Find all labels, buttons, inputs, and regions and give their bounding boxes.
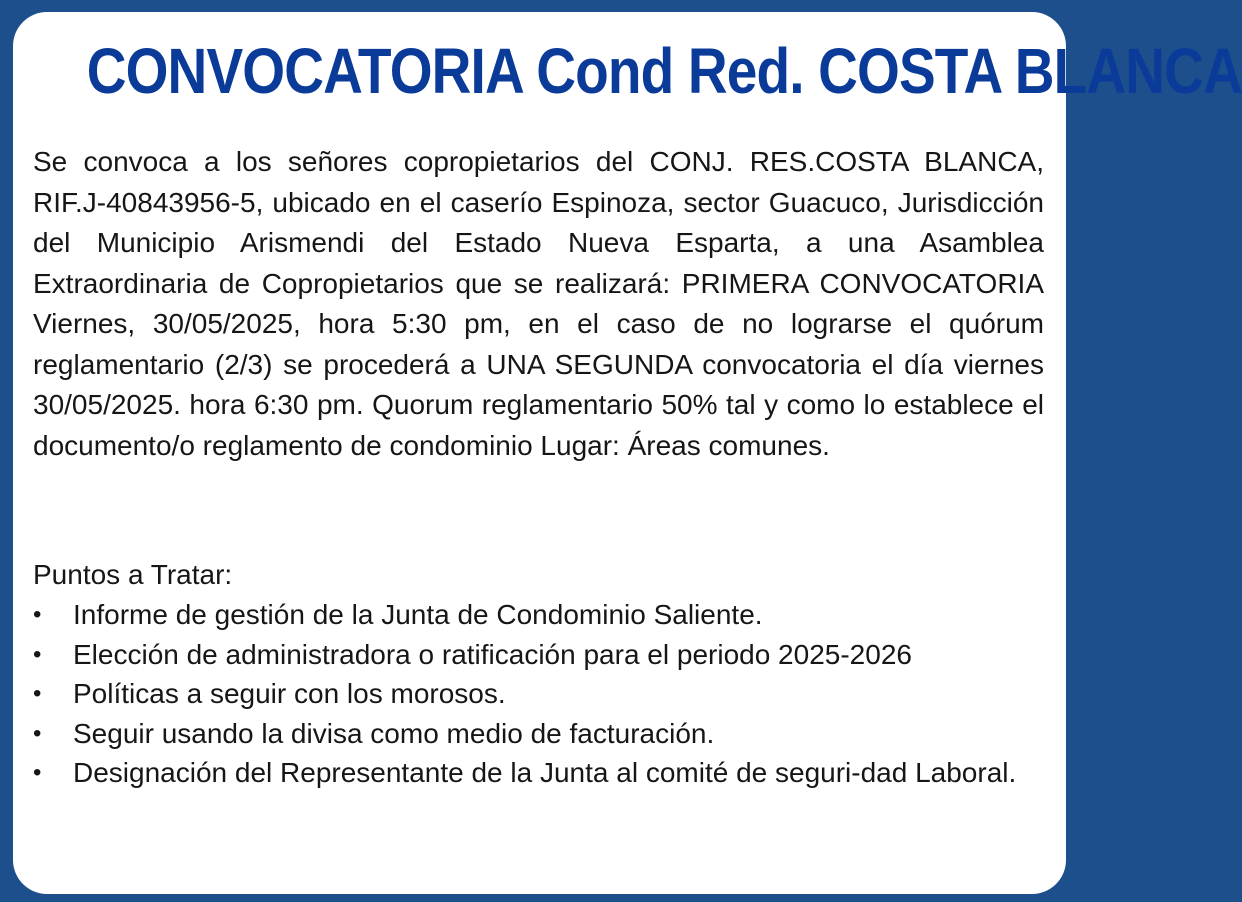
bullet-icon: • xyxy=(33,759,42,786)
list-item xyxy=(33,595,1044,635)
notice-card xyxy=(13,12,1242,894)
point-text: Informe de gestión de la Junta de Condominio Saliente. xyxy=(73,599,763,630)
notice-title: CONVOCATORIA Cond Red. COSTA BLANCA xyxy=(86,35,1242,107)
list-item xyxy=(33,635,1044,675)
point-text: Seguir usando la divisa como medio de facturación. xyxy=(73,717,715,749)
notice-body: Se convoca a los señores copropietarios del CONJ. RES.COSTA BLANCA, RIF.J-40843956-5, ubicado en el caserío Espinoza, sector Guacuco, Jurisdicción del Municipio Arismendi del Estado Nueva Esparta, a una Asamblea Extraordinaria de Copropietarios que se realizará: PRIMERA CONVOCATORIA Viernes, 30/05/2025, hora 5:30 pm, en el caso de no lograrse el quórum reglamentario (2/3) se procederá a UNA SEGUNDA convocatoria el día viernes 30/05/2025. hora 6:30 pm. Quorum reglamentario 50% tal y como lo establece el documento/o reglamento de condominio Lugar: Áreas comunes. xyxy=(33,146,1044,461)
bullet-icon: • xyxy=(33,680,42,707)
list-item xyxy=(33,674,1044,714)
bullet-icon: • xyxy=(33,719,42,747)
point-text: Elección de administradora o ratificación para el periodo 2025-2026 xyxy=(73,638,912,670)
list-item xyxy=(33,714,1044,754)
points-list xyxy=(33,595,1044,793)
bullet-icon: • xyxy=(33,601,42,628)
point-text: Políticas a seguir con los morosos. xyxy=(73,678,506,709)
points-heading: Puntos a Tratar: xyxy=(33,559,233,590)
bullet-icon: • xyxy=(33,640,42,668)
point-text: Designación del Representante de la Junta al comité de seguri-dad Laboral. xyxy=(73,757,1017,788)
list-item xyxy=(33,753,1044,793)
